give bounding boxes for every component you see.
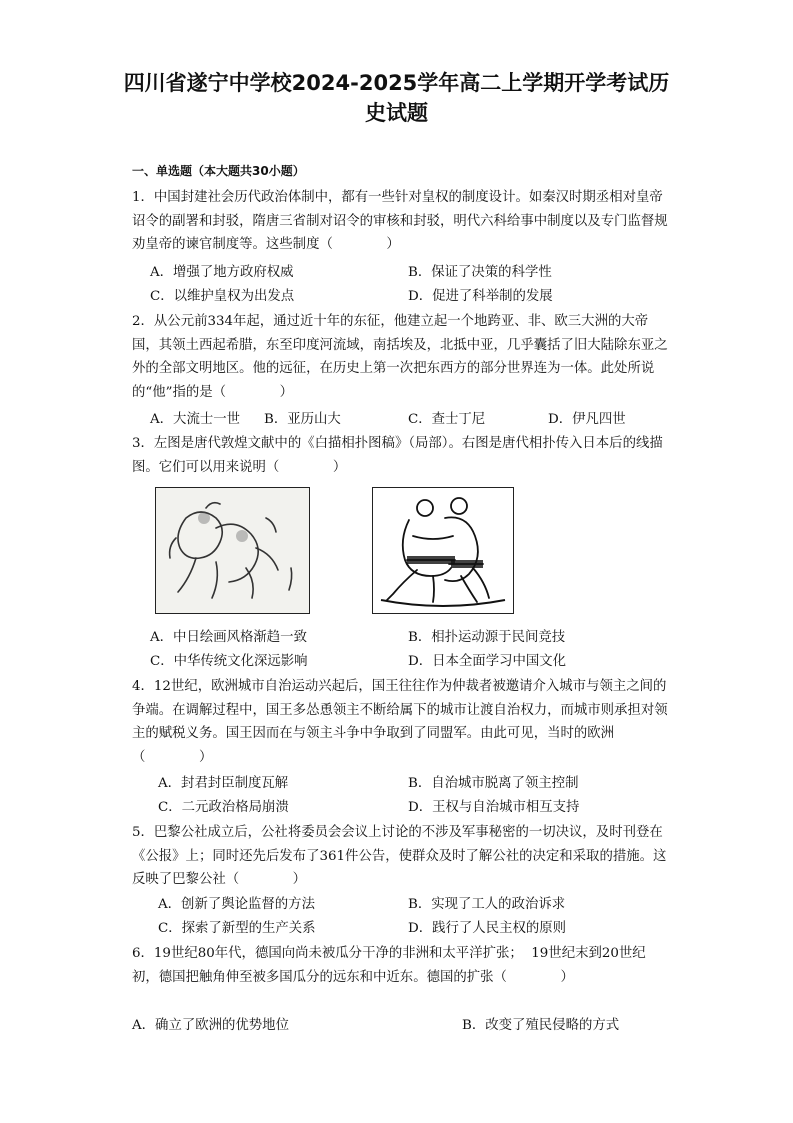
question-1-stem: 1．中国封建社会历代政治体制中，都有一些针对皇权的制度设计。如秦汉时期丞相对皇帝诏令的副署和封驳，隋唐三省制对诏令的审核和封驳，明代六科给事中制度以及专门监督规劝皇帝的谏官制度等。这些制度（ ） (132, 190, 668, 253)
question-3-option-d: D．日本全面学习中国文化 (408, 654, 567, 669)
question-5-option-a: A．创新了舆论监督的方法 (158, 897, 315, 912)
question-6-option-b: B．改变了殖民侵略的方式 (462, 1018, 620, 1033)
document-title (110, 68, 683, 128)
ink-wrestlers-sketch-icon (156, 488, 309, 613)
question-6-stem: 6．19世纪80年代，德国向尚未被瓜分干净的非洲和太平洋扩张； 19世纪末到20世纪初，德国把触角伸至被多国瓜分的远东和中近东。德国的扩张（ ） (132, 946, 646, 985)
title-line-1: 四川省遂宁中学校2024-2025学年高二上学期开学考试历 (123, 71, 670, 95)
title-line-2: 史试题 (365, 101, 428, 125)
question-2-option-a: A．大流士一世 (150, 412, 241, 427)
question-5-option-b: B．实现了工人的政治诉求 (408, 897, 566, 912)
question-1-option-c: C．以维护皇权为出发点 (150, 289, 295, 304)
question-5-option-d: D．践行了人民主权的原则 (408, 921, 567, 936)
question-5-option-c: C．探索了新型的生产关系 (158, 921, 316, 936)
question-4-stem: 4．12世纪，欧洲城市自治运动兴起后，国王往往作为仲裁者被邀请介入城市与领主之间的争端。在调解过程中，国王多怂恿领主不断给属下的城市让渡自治权力，而城市则承担对领主的赋税义务。国王因而在与领主斗争中争取到了同盟军。由此可见，当时的欧洲（ ） (132, 679, 668, 765)
question-6-option-a: A．确立了欧洲的优势地位 (132, 1018, 289, 1033)
section-heading: 一、单选题（本大题共30小题） (132, 164, 305, 178)
question-3-stem: 3．左图是唐代敦煌文献中的《白描相扑图稿》（局部）。右图是唐代相扑传入日本后的线描图。它们可以用来说明（ ） (132, 436, 663, 475)
question-2-stem: 2．从公元前334年起，通过近十年的东征，他建立起一个地跨亚、非、欧三大洲的大帝国，其领土西起希腊，东至印度河流域，南括埃及，北抵中亚，几乎囊括了旧大陆除东亚之外的全部文明地区。他的远征，在历史上第一次把东西方的部分世界连为一体。此处所说的“他”指的是（ ） (132, 314, 668, 400)
question-4-option-b: B．自治城市脱离了领主控制 (408, 776, 579, 791)
dunhuang-sumo-sketch-image (155, 487, 310, 614)
question-5-stem: 5．巴黎公社成立后，公社将委员会会议上讨论的不涉及军事秘密的一切决议，及时刊登在《公报》上；同时还先后发布了361件公告，使群众及时了解公社的决定和采取的措施。这反映了巴黎公社（ ） (132, 825, 667, 888)
question-1-option-b: B．保证了决策的科学性 (408, 265, 552, 280)
question-4-option-a: A．封君封臣制度瓦解 (158, 776, 289, 791)
question-3-option-a: A．中日绘画风格渐趋一致 (150, 630, 307, 645)
question-2-option-b: B．亚历山大 (264, 412, 341, 427)
question-2-option-d: D．伊凡四世 (548, 412, 626, 427)
question-4-option-d: D．王权与自治城市相互支持 (408, 800, 580, 815)
question-1-option-d: D．促进了科举制的发展 (408, 289, 553, 304)
question-3-option-b: B．相扑运动源于民间竞技 (408, 630, 566, 645)
question-3-option-c: C．中华传统文化深远影响 (150, 654, 308, 669)
question-4-option-c: C．二元政治格局崩溃 (158, 800, 289, 815)
question-1-option-a: A．增强了地方政府权威 (150, 265, 294, 280)
question-2-option-c: C．查士丁尼 (408, 412, 486, 427)
sumo-wrestlers-line-icon (373, 488, 513, 613)
japanese-sumo-line-drawing-image (372, 487, 514, 614)
